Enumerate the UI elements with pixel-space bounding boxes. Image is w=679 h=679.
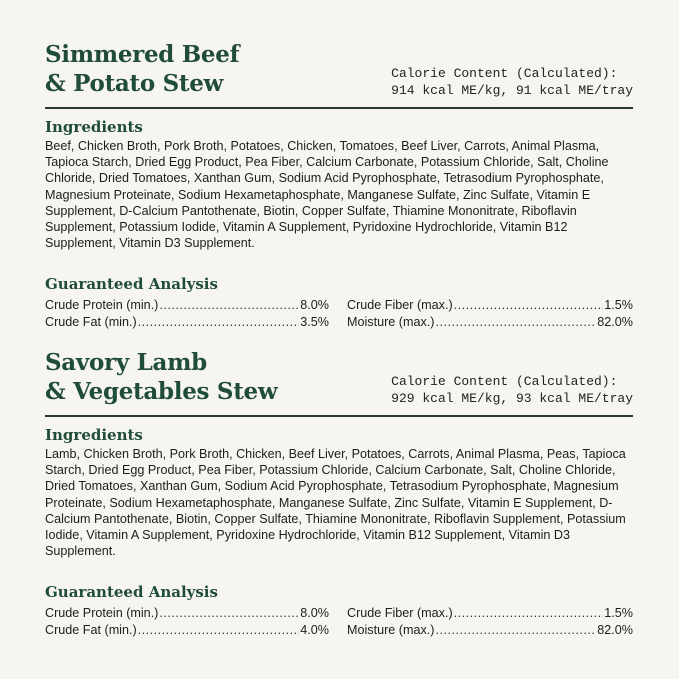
- analysis-row: [347, 314, 633, 331]
- dot-leader: [454, 605, 604, 622]
- ingredients-heading: Ingredients: [45, 118, 143, 136]
- product-header: [45, 348, 633, 410]
- analysis-value: 4.0%: [300, 623, 329, 637]
- analysis-value: 82.0%: [597, 315, 633, 329]
- analysis-row: [45, 314, 329, 331]
- analysis-row: [45, 605, 329, 622]
- product-title-line1: Savory Lamb: [45, 349, 207, 376]
- analysis-value: 1.5%: [604, 298, 633, 312]
- dot-leader: [454, 297, 604, 314]
- dot-leader: [435, 314, 596, 331]
- divider-line: [45, 107, 633, 109]
- calorie-content: [391, 373, 633, 407]
- analysis-label: Moisture (max.): [347, 623, 435, 637]
- analysis-value: 1.5%: [604, 606, 633, 620]
- product-title-line1: Simmered Beef: [45, 41, 240, 68]
- analysis-row: [347, 297, 633, 314]
- analysis-row: [45, 622, 329, 639]
- product-beef-potato-stew: [45, 40, 633, 329]
- ingredients-heading: Ingredients: [45, 426, 143, 444]
- calorie-content: [391, 65, 633, 99]
- analysis-value: 82.0%: [597, 623, 633, 637]
- analysis-row: [347, 605, 633, 622]
- calorie-value: 914 kcal ME/kg, 91 kcal ME/tray: [391, 83, 633, 98]
- analysis-value: 8.0%: [300, 606, 329, 620]
- calorie-label: Calorie Content (Calculated):: [391, 374, 618, 389]
- analysis-row: [347, 622, 633, 639]
- analysis-label: Crude Fat (min.): [45, 623, 137, 637]
- analysis-label: Crude Protein (min.): [45, 298, 159, 312]
- guaranteed-analysis-heading: Guaranteed Analysis: [45, 583, 218, 601]
- analysis-value: 8.0%: [300, 298, 329, 312]
- dot-leader: [435, 622, 596, 639]
- dot-leader: [159, 605, 299, 622]
- analysis-column-right: [347, 297, 633, 331]
- calorie-value: 929 kcal ME/kg, 93 kcal ME/tray: [391, 391, 633, 406]
- analysis-label: Crude Fat (min.): [45, 315, 137, 329]
- dot-leader: [138, 314, 300, 331]
- product-header: [45, 40, 633, 102]
- calorie-label: Calorie Content (Calculated):: [391, 66, 618, 81]
- product-title-line2: & Vegetables Stew: [45, 378, 278, 405]
- product-title: [45, 348, 277, 406]
- product-title: [45, 40, 239, 98]
- analysis-label: Crude Fiber (max.): [347, 606, 453, 620]
- analysis-label: Crude Fiber (max.): [347, 298, 453, 312]
- ingredients-text: Beef, Chicken Broth, Pork Broth, Potatoes, Chicken, Tomatoes, Beef Liver, Carrots, Animal Plasma, Tapioca Starch, Dried Egg Product, Pea Fiber, Calcium Carbonate, Potassium Chloride, Salt, Choline Chloride, Dried Tomatoes, Xanthan Gum, Sodium Acid Pyrophosphate, Tetrasodium Pyrophosphate, Magnesium Proteinate, Sodium Hexametaphosphate, Manganese Sulfate, Zinc Sulfate, Vitamin E Supplement, D-Calcium Pantothenate, Biotin, Copper Sulfate, Thiamine Mononitrate, Riboflavin Supplement, Potassium Iodide, Vitamin A Supplement, Pyridoxine Hydrochloride, Vitamin B12 Supplement, Vitamin D3 Supplement.: [45, 139, 609, 251]
- analysis-row: [45, 297, 329, 314]
- analysis-label: Crude Protein (min.): [45, 606, 159, 620]
- analysis-column-left: [45, 605, 329, 639]
- analysis-label: Moisture (max.): [347, 315, 435, 329]
- dot-leader: [138, 622, 300, 639]
- analysis-column-right: [347, 605, 633, 639]
- ingredients-text: Lamb, Chicken Broth, Pork Broth, Chicken, Beef Liver, Potatoes, Carrots, Animal Plasma, Peas, Tapioca Starch, Dried Egg Product, Pea Fiber, Potassium Chloride, Calcium Carbonate, Salt, Choline Chloride, Dried Tomatoes, Xanthan Gum, Sodium Acid Pyrophosphate, Tetrasodium Pyrophosphate, Magnesium Proteinate, Sodium Hexametaphosphate, Manganese Sulfate, Zinc Sulfate, Vitamin E Supplement, D-Calcium Pantothenate, Biotin, Copper Sulfate, Thiamine Mononitrate, Riboflavin Supplement, Potassium Iodide, Vitamin A Supplement, Pyridoxine Hydrochloride, Vitamin B12 Supplement, Vitamin D3 Supplement.: [45, 447, 626, 559]
- dot-leader: [159, 297, 299, 314]
- divider-line: [45, 415, 633, 417]
- product-title-line2: & Potato Stew: [45, 70, 224, 97]
- product-lamb-vegetables-stew: [45, 348, 633, 637]
- analysis-column-left: [45, 297, 329, 331]
- analysis-value: 3.5%: [300, 315, 329, 329]
- guaranteed-analysis-heading: Guaranteed Analysis: [45, 275, 218, 293]
